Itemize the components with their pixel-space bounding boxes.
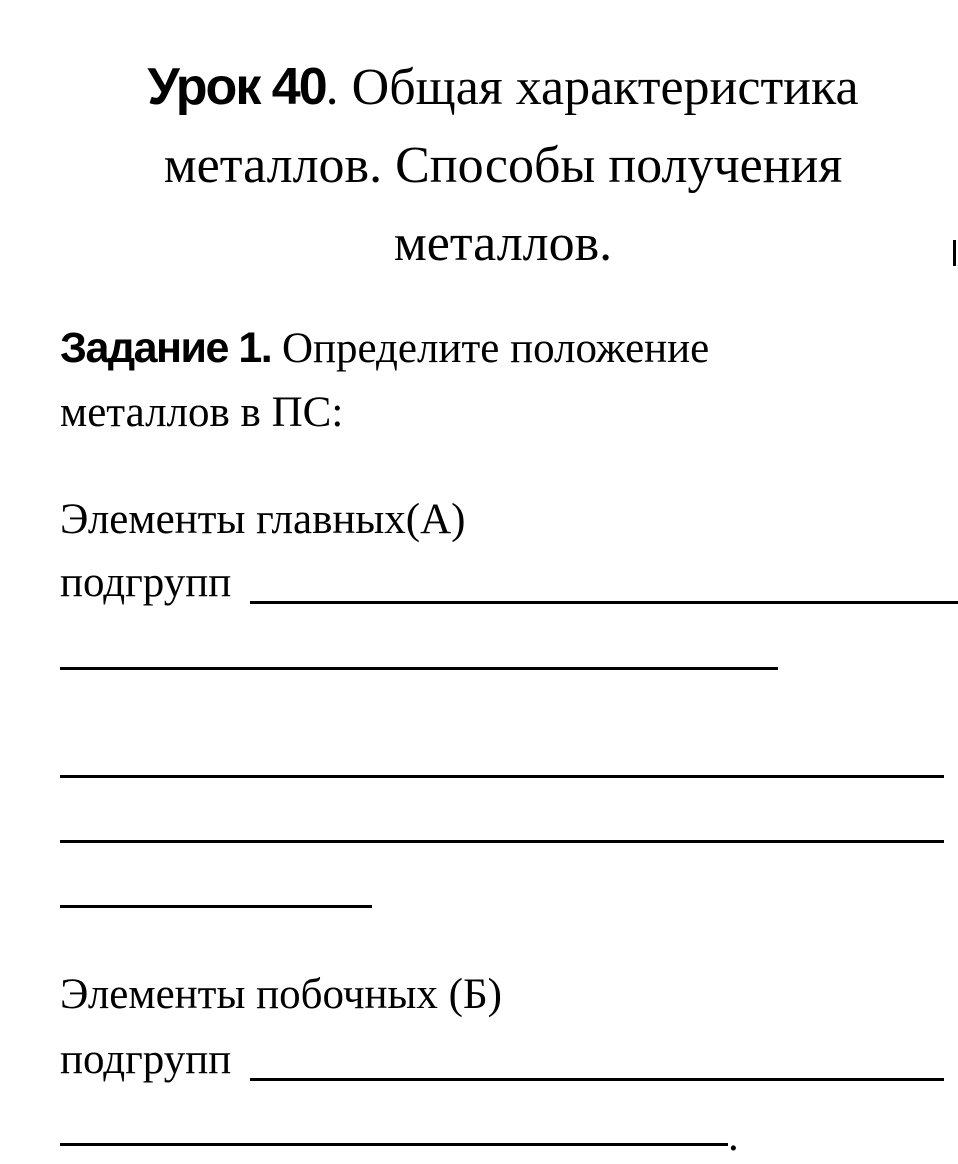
side-subgroups-heading: Элементы побочных (Б) <box>60 971 502 1018</box>
side-subgroups-end-mark: . <box>728 1113 739 1160</box>
edge-mark <box>953 240 956 266</box>
task1-line1 <box>60 323 709 374</box>
main-subgroups-blank-4[interactable] <box>60 840 944 843</box>
task1-line2: металлов в ПС: <box>60 389 344 436</box>
side-subgroups-blank-1[interactable] <box>250 1078 944 1081</box>
lesson-title <box>70 48 936 283</box>
side-subgroups-label: подгрупп <box>60 1036 232 1083</box>
lesson-number: Урок 40 <box>147 58 326 116</box>
main-subgroups-label: подгрупп <box>60 559 232 606</box>
main-subgroups-answer-line <box>60 558 231 608</box>
main-subgroups-blank-3[interactable] <box>60 775 944 778</box>
side-subgroups-answer-line <box>60 1035 231 1085</box>
task1-label: Задание 1. <box>60 324 272 372</box>
main-subgroups-blank-2[interactable] <box>60 667 778 670</box>
main-subgroups-blank-5[interactable] <box>60 905 372 908</box>
side-subgroups-blank-2[interactable] <box>60 1143 728 1146</box>
lesson-topic: . Общая характеристика металлов. Способы получения металлов. <box>163 59 859 272</box>
main-subgroups-heading: Элементы главных(А) <box>60 496 466 543</box>
task1-instruction: Определите положение <box>271 325 710 372</box>
main-subgroups-blank-1[interactable] <box>250 601 958 604</box>
